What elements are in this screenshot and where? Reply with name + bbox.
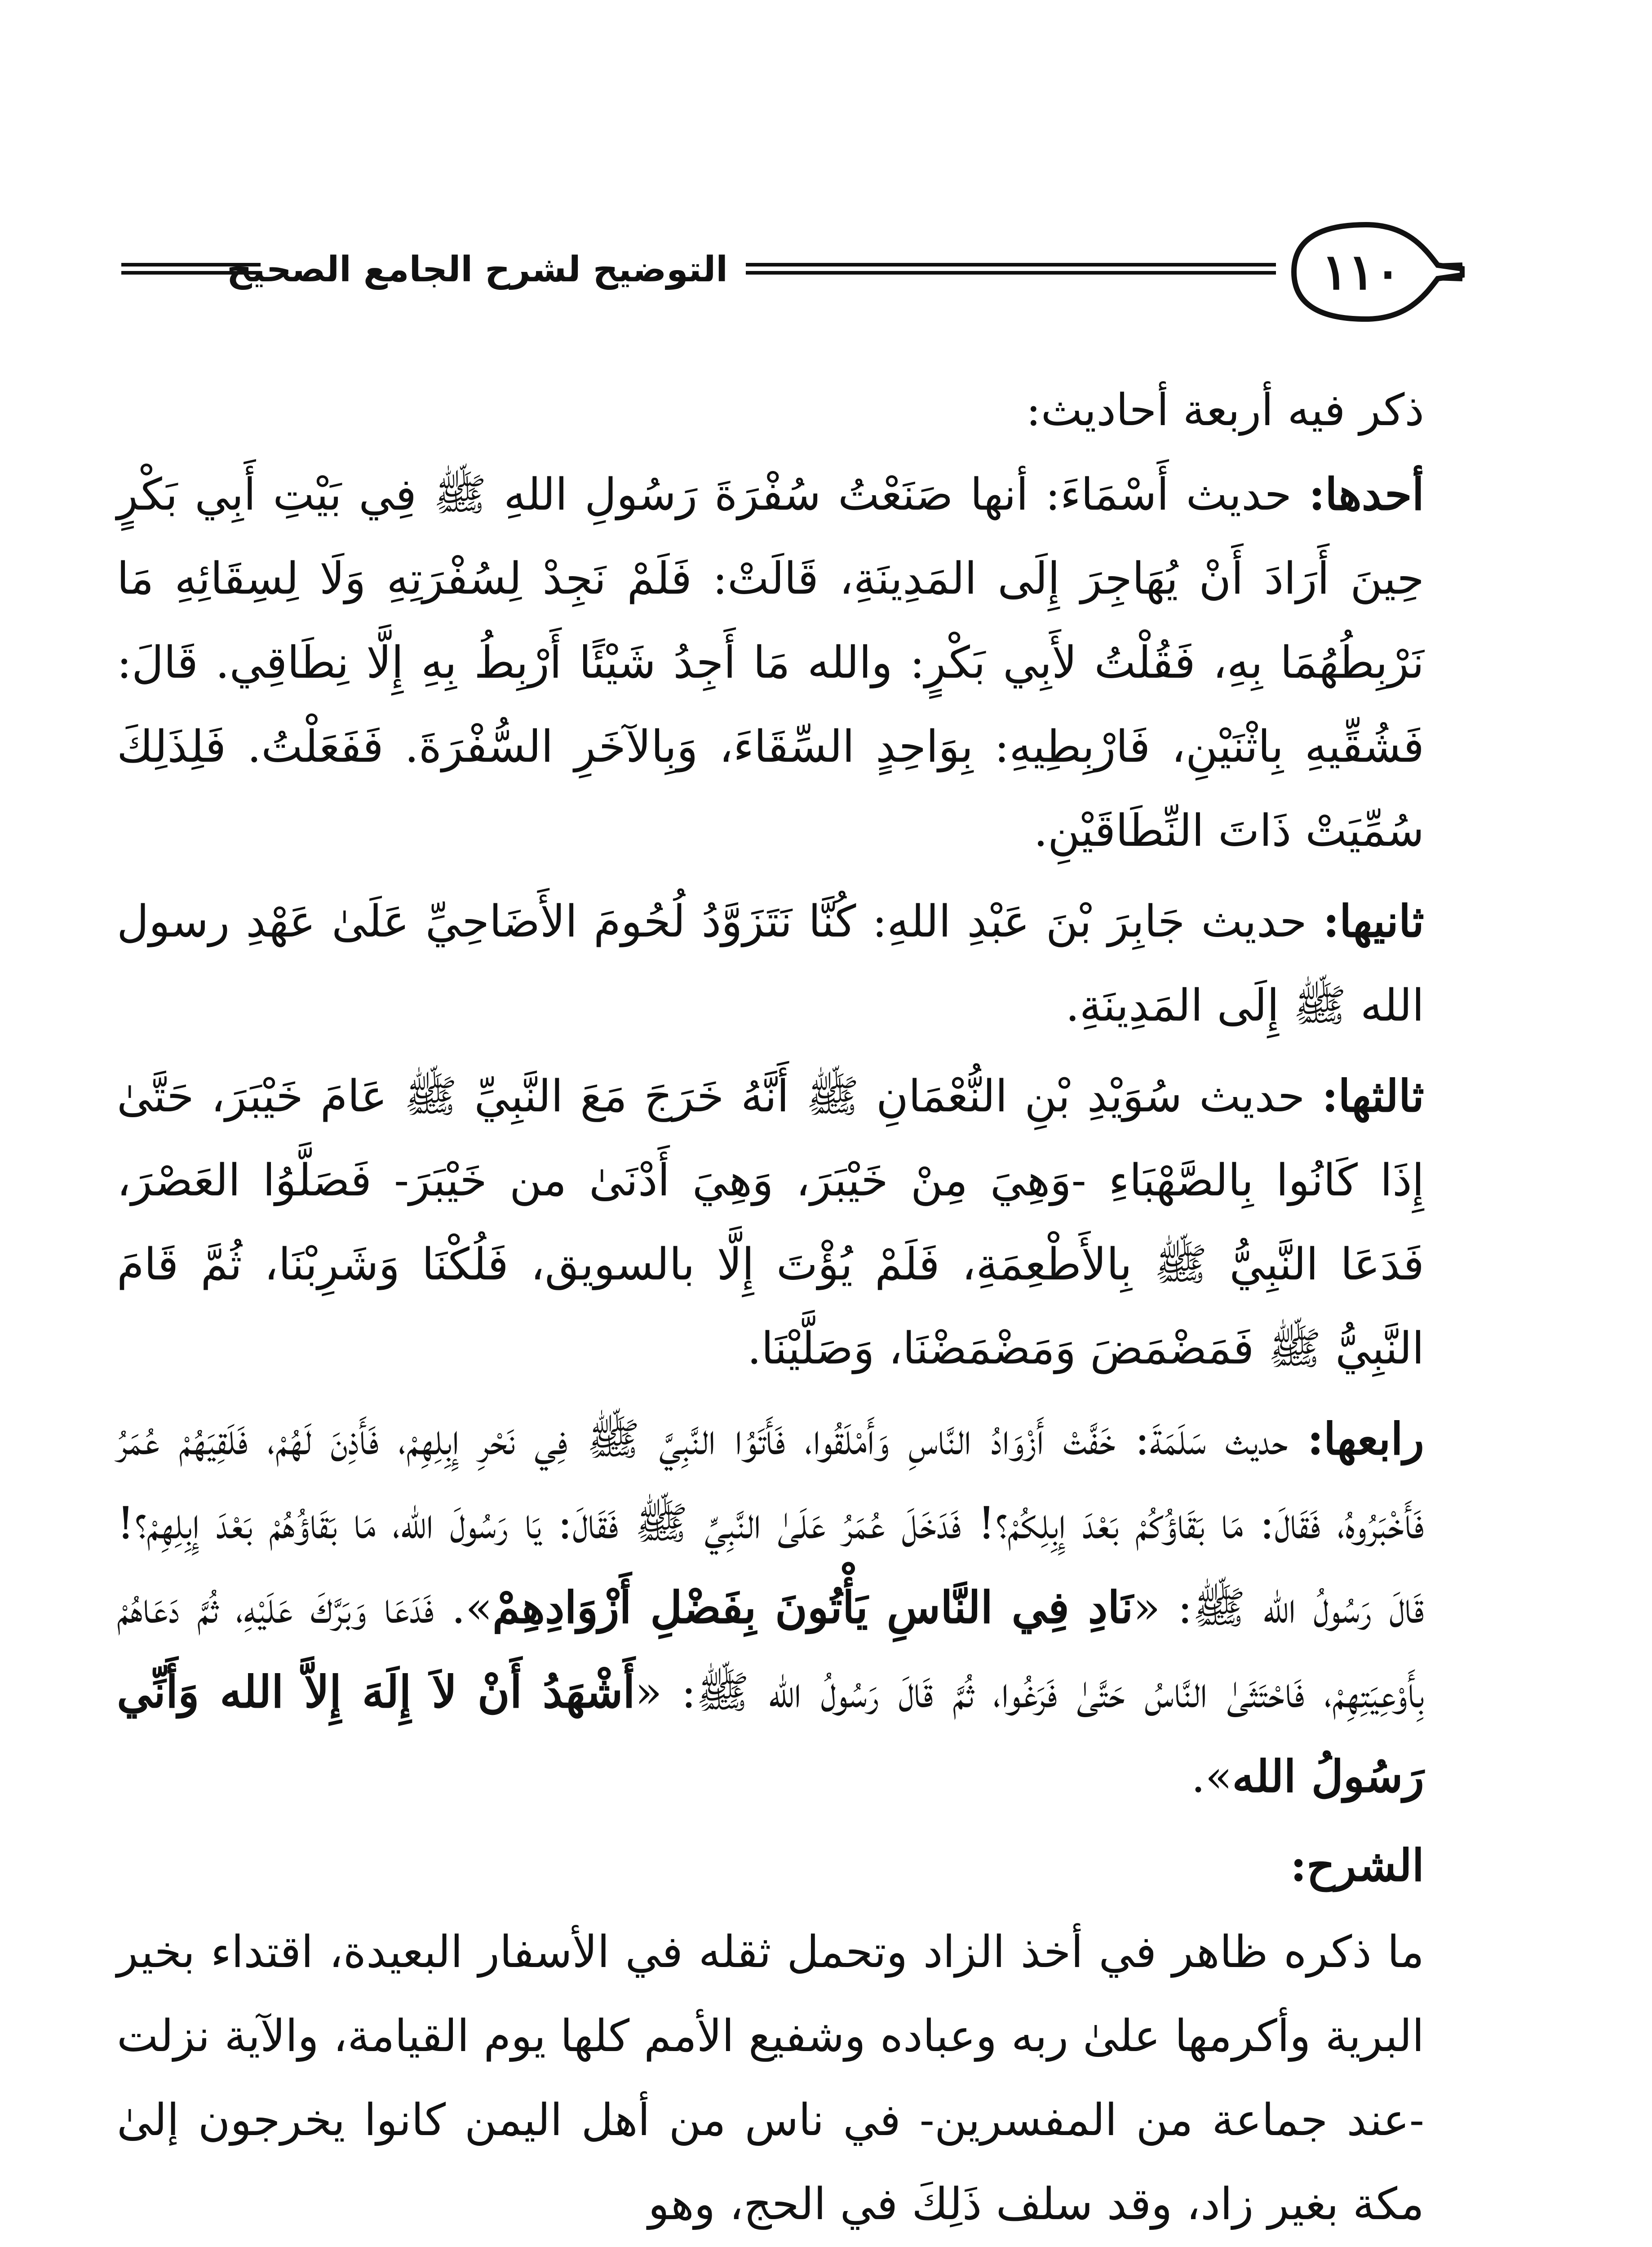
hadith-text: ». xyxy=(1191,1751,1232,1803)
page-number-badge xyxy=(1276,216,1465,328)
hadith-paragraph-2 xyxy=(117,879,1456,1048)
hadith-text: حديث جَابِرَ بْنَ عَبْدِ اللهِ: كُنَّا نَتَزَوَّدُ لُحُومَ الأَضَاحِيِّ عَلَىٰ عَهْدِ رسول الله ﷺ إِلَى المَدِينَةِ. xyxy=(117,896,1424,1031)
hadith-text: حديث سُوَيْدِ بْنِ النُّعْمَانِ ﷺ أَنَّهُ خَرَجَ مَعَ النَّبِيِّ ﷺ عَامَ خَيْبَرَ، حَتَّىٰ إِذَا كَانُوا بِالصَّهْبَاءِ -وَهِيَ مِنْ خَيْبَرَ، وَهِيَ أَدْنَىٰ من خَيْبَرَ- فَصَلَّوُا العَصْرَ، فَدَعَا النَّبِيُّ ﷺ بِالأَطْعِمَةِ، فَلَمْ يُؤْتَ إِلَّا بالسويق، فَلُكْنَا وَشَرِبْنَا، ثُمَّ قَامَ النَّبِيُّ ﷺ فَمَضْمَضَ وَمَضْمَضْنَا، وَصَلَّيْنَا. xyxy=(117,1071,1424,1374)
hadith-paragraph-1 xyxy=(117,453,1456,873)
commentary-paragraph: ما ذكره ظاهر في أخذ الزاد وتحمل ثقله في الأسفار البعيدة، اقتداء بخير البرية وأكرمها علىٰ ربه وعباده وشفيع الأمم كلها يوم القيامة، والآية نزلت -عند جماعة من المفسرين- في ناس من أهل اليمن كانوا يخرجون إلىٰ مكة بغير زاد، وقد سلف ذَلِكَ في الحج، وهو xyxy=(117,1927,1424,2230)
hadith-lead: ثانيها: xyxy=(1323,896,1424,947)
hadith-lead: أحدها: xyxy=(1309,469,1424,520)
page-body xyxy=(117,369,1456,2247)
header-rule-right xyxy=(746,263,1276,275)
hadith-paragraph-4 xyxy=(117,1397,1456,1819)
prophetic-quote: نَادِ فِي النَّاسِ يَأْتُونَ بِفَضْلِ أَزْوَادِهِمْ xyxy=(492,1582,1134,1634)
hadith-text: حديث سَلَمَةَ: خَفَّتْ أَزْوَادُ النَّاسِ وَأَمْلَقُوا، فَأَتَوُا النَّبِيَّ ﷺ فِي نَحْرِ إِبِلِهِمْ، فَأَذِنَ لَهُمْ، فَلَقِيَهُمْ عُمَرُ فَأَخْبَرُوهُ، فَقَالَ: مَا بَقَاؤُكُمْ بَعْدَ إِبِلِكُمْ؟! فَدَخَلَ عُمَرُ عَلَىٰ النَّبِيِّ ﷺ فَقَالَ: يَا رَسُولَ الله، مَا بَقَاؤُهُمْ بَعْدَ إِبِلِهِمْ؟! قَالَ رَسُولُ الله ﷺ: « xyxy=(117,1414,1425,1634)
intro-line: ذكر فيه أربعة أحاديث: xyxy=(1026,385,1424,436)
hadith-lead: رابعها: xyxy=(1307,1413,1424,1465)
running-title: التوضيح لشرح الجامع الصحيح xyxy=(226,249,728,290)
hadith-text: حديث أَسْمَاءَ: أنها صَنَعْتُ سُفْرَةَ رَسُولِ اللهِ ﷺ فِي بَيْتِ أَبِي بَكْرٍ حِينَ أَرَادَ أَنْ يُهَاجِرَ إِلَى المَدِينَةِ، قَالَتْ: فَلَمْ نَجِدْ لِسُفْرَتِهِ وَلَا لِسِقَائِهِ مَا نَرْبِطُهُمَا بِهِ، فَقُلْتُ لأَبِي بَكْرٍ: والله مَا أَجِدُ شَيْئًا أَرْبِطُ بِهِ إِلَّا نِطَاقِي. قَالَ: فَشُقِّيهِ بِاثْنَيْنِ، فَارْبِطِيهِ: بِوَاحِدٍ السِّقَاءَ، وَبِالآخَرِ السُّفْرَةَ. فَفَعَلْتُ. فَلِذَلِكَ سُمِّيَتْ ذَاتَ النِّطَاقَيْنِ. xyxy=(117,469,1424,857)
hadith-paragraph-3 xyxy=(117,1054,1456,1391)
hadith-lead: ثالثها: xyxy=(1322,1070,1424,1122)
prophetic-quote: أَشْهَدُ أَنْ لاَ إِلَهَ إِلاَّ الله وَأَنِّي رَسُولُ الله xyxy=(117,1666,1424,1803)
running-header xyxy=(121,216,1451,328)
commentary-heading: الشرح: xyxy=(1290,1840,1424,1892)
hadith-text: ». فَدَعَا وَبَرَّكَ عَلَيْهِ، ثُمَّ دَعَاهُمْ بِأَوْعِيَتِهِمْ، فَاحْتَثَىٰ النَّاسُ حَتَّىٰ فَرَغُوا، ثُمَّ قَالَ رَسُولُ الله ﷺ: « xyxy=(117,1582,1424,1718)
page-number: ١١٠ xyxy=(1321,243,1401,301)
